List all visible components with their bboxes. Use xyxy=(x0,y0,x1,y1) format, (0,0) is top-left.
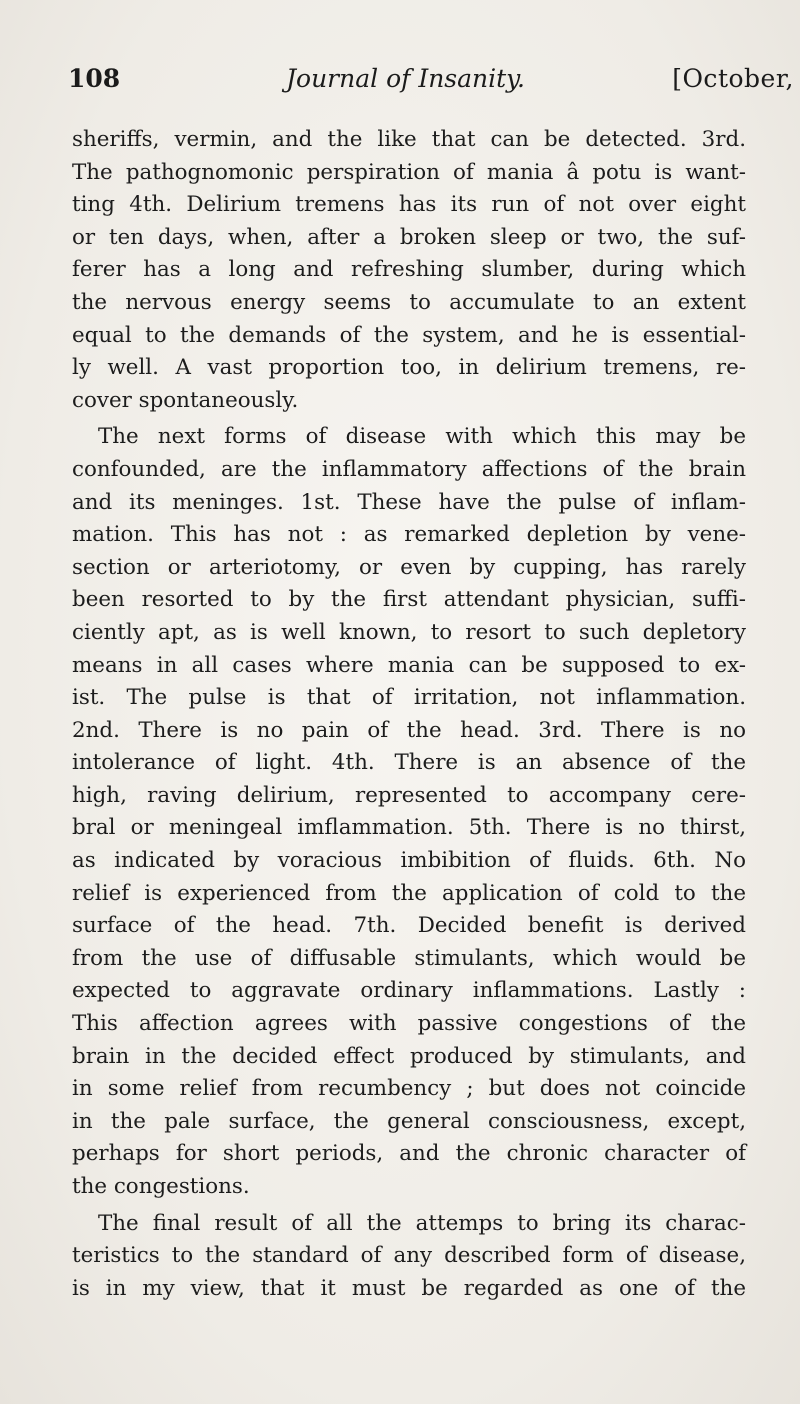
text-line: The next forms of disease with which this may be xyxy=(98,424,746,450)
journal-title: Journal of Insanity. xyxy=(286,64,525,93)
text-line: high, raving delirium, represented to accompany cere- xyxy=(72,782,746,808)
text-line: bral or meningeal imflammation. 5th. There is no thirst, xyxy=(72,815,746,841)
text-line: in the pale surface, the general consciousness, except, xyxy=(72,1108,746,1134)
text-line: ciently apt, as is well known, to resort to such depletory xyxy=(72,619,746,645)
text-line: ting 4th. Delirium tremens has its run of not over eight xyxy=(72,192,746,218)
text-line: intolerance of light. 4th. There is an absence of the xyxy=(72,750,746,776)
text-line: cover spontaneously. xyxy=(72,387,299,413)
text-line: ly well. A vast proportion too, in delirium tremens, re- xyxy=(72,355,746,381)
text-line: the congestions. xyxy=(72,1174,250,1199)
text-line: as indicated by voracious imbibition of fluids. 6th. No xyxy=(72,848,746,874)
text-line: This affection agrees with passive congestions of the xyxy=(72,1011,746,1037)
text-line: or ten days, when, after a broken sleep or two, the suf- xyxy=(72,224,746,250)
text-line: been resorted to by the first attendant physician, suffi- xyxy=(72,587,746,613)
text-line: mation. This has not : as remarked depletion by vene- xyxy=(72,522,746,548)
header-month: [October, xyxy=(672,64,794,93)
text-line: equal to the demands of the system, and he is essential- xyxy=(72,322,746,348)
text-line: the nervous energy seems to accumulate to an extent xyxy=(72,289,746,315)
body-text xyxy=(72,124,746,1305)
text-line: perhaps for short periods, and the chronic character of xyxy=(72,1141,746,1167)
text-line: sheriffs, vermin, and the like that can be detected. 3rd. xyxy=(72,127,746,152)
text-line: means in all cases where mania can be supposed to ex- xyxy=(72,652,746,678)
text-line: and its meninges. 1st. These have the pulse of inflam- xyxy=(72,489,746,515)
running-header xyxy=(68,64,794,108)
text-line: surface of the head. 7th. Decided benefit is derived xyxy=(72,913,746,939)
text-line: in some relief from recumbency ; but does not coincide xyxy=(72,1076,746,1102)
text-line: teristics to the standard of any described form of disease, xyxy=(72,1243,746,1269)
text-line: from the use of diffusable stimulants, which would be xyxy=(72,945,746,971)
text-line: expected to aggravate ordinary inflammations. Lastly : xyxy=(72,978,746,1004)
text-line: 2nd. There is no pain of the head. 3rd. There is no xyxy=(72,717,746,743)
text-line: The final result of all the attemps to bring its charac- xyxy=(98,1210,746,1236)
text-line: The pathognomonic perspiration of mania â potu is want- xyxy=(72,159,746,185)
page-number: 108 xyxy=(68,64,121,93)
text-line: ferer has a long and refreshing slumber, during which xyxy=(72,257,746,283)
text-line: is in my view, that it must be regarded as one of the xyxy=(72,1275,746,1301)
text-line: brain in the decided effect produced by stimulants, and xyxy=(72,1043,746,1069)
text-line: relief is experienced from the application of cold to the xyxy=(72,880,746,906)
text-line: section or arteriotomy, or even by cupping, has rarely xyxy=(72,554,746,580)
text-line: ist. The pulse is that of irritation, not inflammation. xyxy=(72,685,746,711)
text-line: confounded, are the inflammatory affections of the brain xyxy=(72,456,746,482)
